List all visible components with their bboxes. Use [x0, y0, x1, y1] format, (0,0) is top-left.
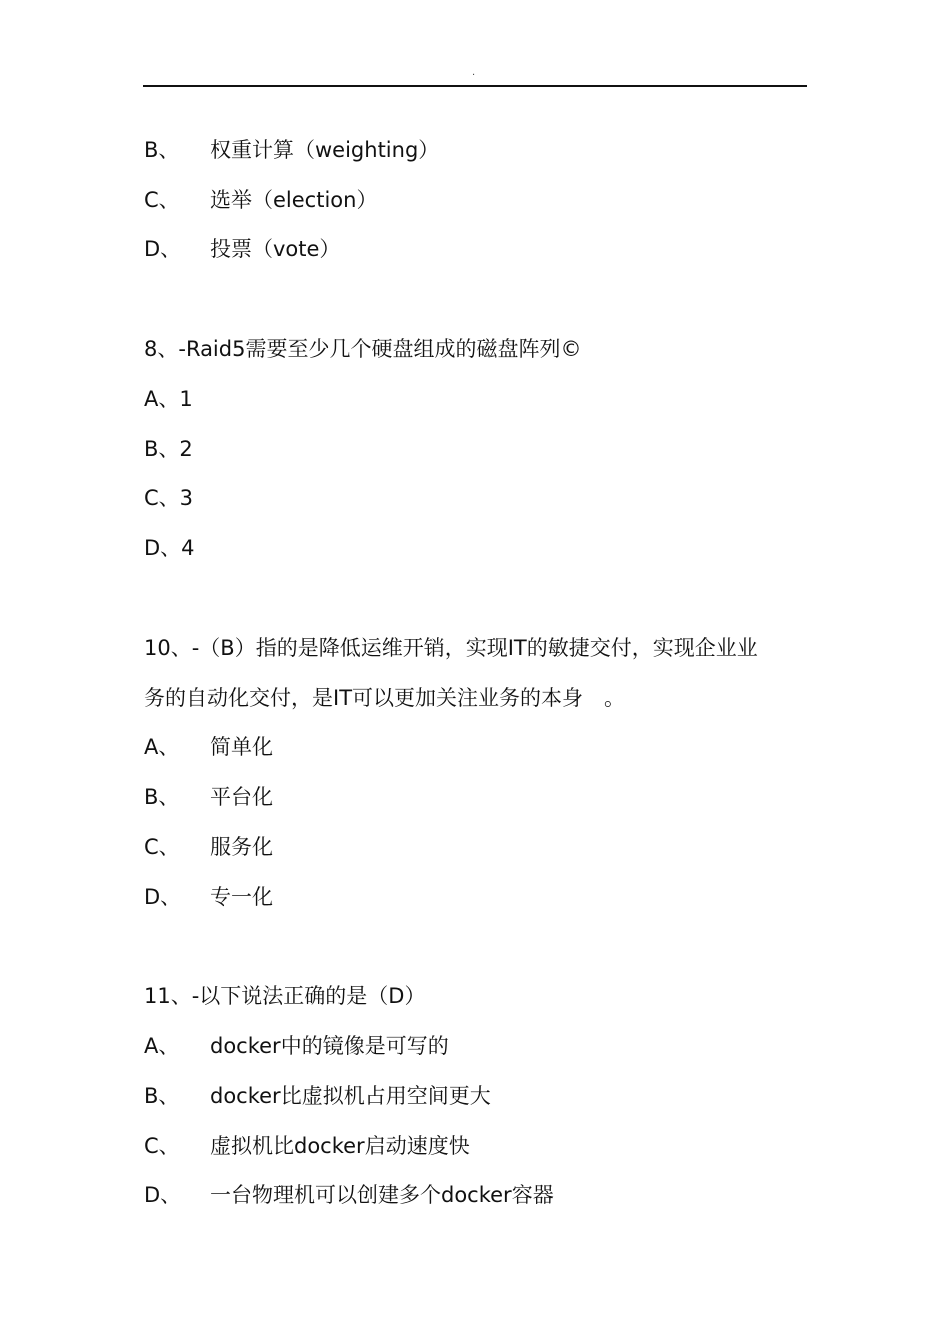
option-letter: D、 — [144, 885, 182, 909]
option-letter: B、 — [144, 437, 180, 461]
option-text: 简单化 — [210, 735, 273, 759]
option-letter: B、 — [144, 785, 180, 809]
option-text: docker比虚拟机占用空间更大 — [210, 1084, 491, 1108]
option-text: 2 — [179, 437, 193, 461]
option-text: 1 — [179, 387, 193, 411]
option-text: 权重计算（weighting） — [210, 138, 440, 162]
option-b — [144, 1082, 491, 1110]
option-text: 服务化 — [210, 835, 273, 859]
option-letter: D、 — [144, 536, 182, 560]
option-letter: A、 — [144, 735, 180, 759]
question-11: 11、-以下说法正确的是（D） — [144, 984, 426, 1008]
option-b — [144, 435, 193, 463]
option-text: 虚拟机比docker启动速度快 — [210, 1134, 470, 1158]
question-8: 8、-Raid5需要至少几个硬盘组成的磁盘阵列© — [144, 337, 582, 361]
question-10-line-1: 10、-（B）指的是降低运维开销，实现IT的敏捷交付，实现企业业 — [144, 636, 758, 660]
option-text: 专一化 — [210, 885, 273, 909]
option-d — [144, 235, 340, 263]
option-d — [144, 883, 273, 911]
option-text: 平台化 — [210, 785, 273, 809]
option-letter: B、 — [144, 138, 180, 162]
option-c — [144, 1132, 470, 1160]
option-a — [144, 733, 273, 761]
option-text: 4 — [181, 536, 195, 560]
option-b — [144, 783, 273, 811]
option-b — [144, 136, 439, 164]
option-text: 3 — [179, 486, 194, 510]
option-text: 投票（vote） — [210, 237, 341, 261]
option-text: 选举（election） — [210, 188, 378, 212]
header-rule — [143, 85, 807, 87]
option-letter: A、 — [144, 387, 180, 411]
option-d — [144, 1181, 554, 1209]
option-letter: B、 — [144, 1084, 180, 1108]
option-a — [144, 385, 193, 413]
option-letter: C、 — [144, 486, 180, 510]
option-c — [144, 833, 273, 861]
header-mark: . — [472, 67, 476, 78]
option-letter: D、 — [144, 237, 182, 261]
question-10-line-2: 务的自动化交付，是IT可以更加关注业务的本身 。 — [144, 686, 626, 710]
option-letter: C、 — [144, 835, 180, 859]
option-c — [144, 186, 377, 214]
option-d — [144, 534, 195, 562]
option-text: 一台物理机可以创建多个docker容器 — [210, 1183, 554, 1207]
option-letter: C、 — [144, 188, 180, 212]
option-a — [144, 1032, 449, 1060]
option-letter: D、 — [144, 1183, 182, 1207]
option-c — [144, 484, 193, 512]
option-text: docker中的镜像是可写的 — [210, 1034, 449, 1058]
option-letter: C、 — [144, 1134, 180, 1158]
option-letter: A、 — [144, 1034, 180, 1058]
